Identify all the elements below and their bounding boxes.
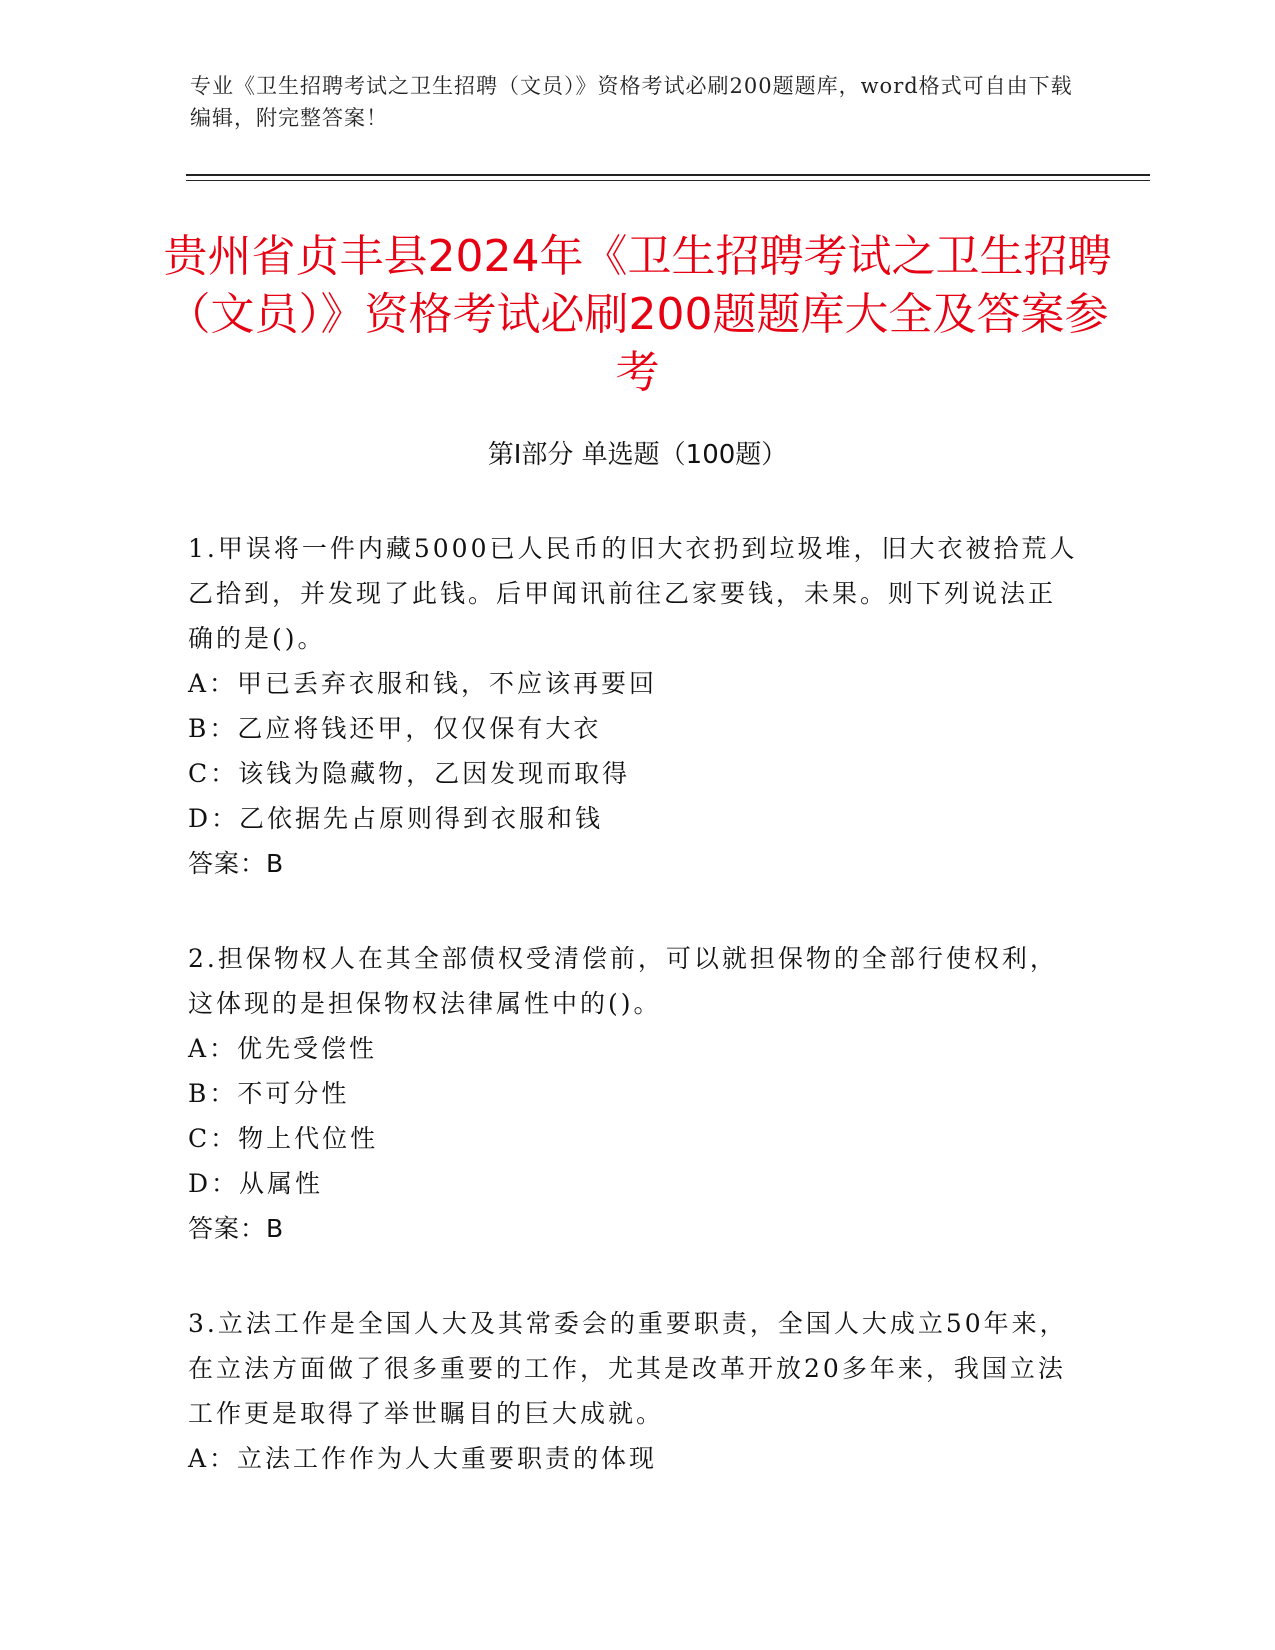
option-c: C：物上代位性 [188,1124,379,1153]
option-b: B：不可分性 [188,1079,350,1108]
header-note: 专业《卫生招聘考试之卫生招聘（文员）》资格考试必刷200题题库，word格式可自由下载编辑，附完整答案！ [190,74,1073,130]
question-1 [188,526,1078,886]
question-stem: 1.甲误将一件内藏5000已人民币的旧大衣扔到垃圾堆，旧大衣被拾荒人乙拾到，并发现了此钱。后甲闻讯前往乙家要钱，未果。则下列说法正确的是()。 [188,534,1078,653]
header-rule-thick [186,174,1150,176]
option-a: A：甲已丢弃衣服和钱，不应该再要回 [188,669,658,698]
question-2 [188,936,1078,1251]
option-d: D：从属性 [188,1169,324,1198]
question-list [188,526,1078,1531]
document-title: 贵州省贞丰县2024年《卫生招聘考试之卫生招聘（文员）》资格考试必刷200题题库大全及答案参考 [163,231,1112,398]
answer: 答案：B [188,849,285,878]
option-a: A：优先受偿性 [188,1034,378,1063]
question-3 [188,1301,1078,1481]
section-title: 第Ⅰ部分 单选题（100题） [487,440,788,470]
header-rule-thin [186,180,1150,181]
option-a: A：立法工作作为人大重要职责的体现 [188,1444,658,1473]
option-c: C：该钱为隐藏物，乙因发现而取得 [188,759,631,788]
question-stem: 2.担保物权人在其全部债权受清偿前，可以就担保物的全部行使权利，这体现的是担保物权法律属性中的()。 [188,944,1058,1018]
answer: 答案：B [188,1214,285,1243]
question-stem: 3.立法工作是全国人大及其常委会的重要职责，全国人大成立50年来，在立法方面做了很多重要的工作，尤其是改革开放20多年来，我国立法工作更是取得了举世瞩目的巨大成就。 [188,1309,1068,1428]
option-d: D：乙依据先占原则得到衣服和钱 [188,804,604,833]
option-b: B：乙应将钱还甲，仅仅保有大衣 [188,714,602,743]
